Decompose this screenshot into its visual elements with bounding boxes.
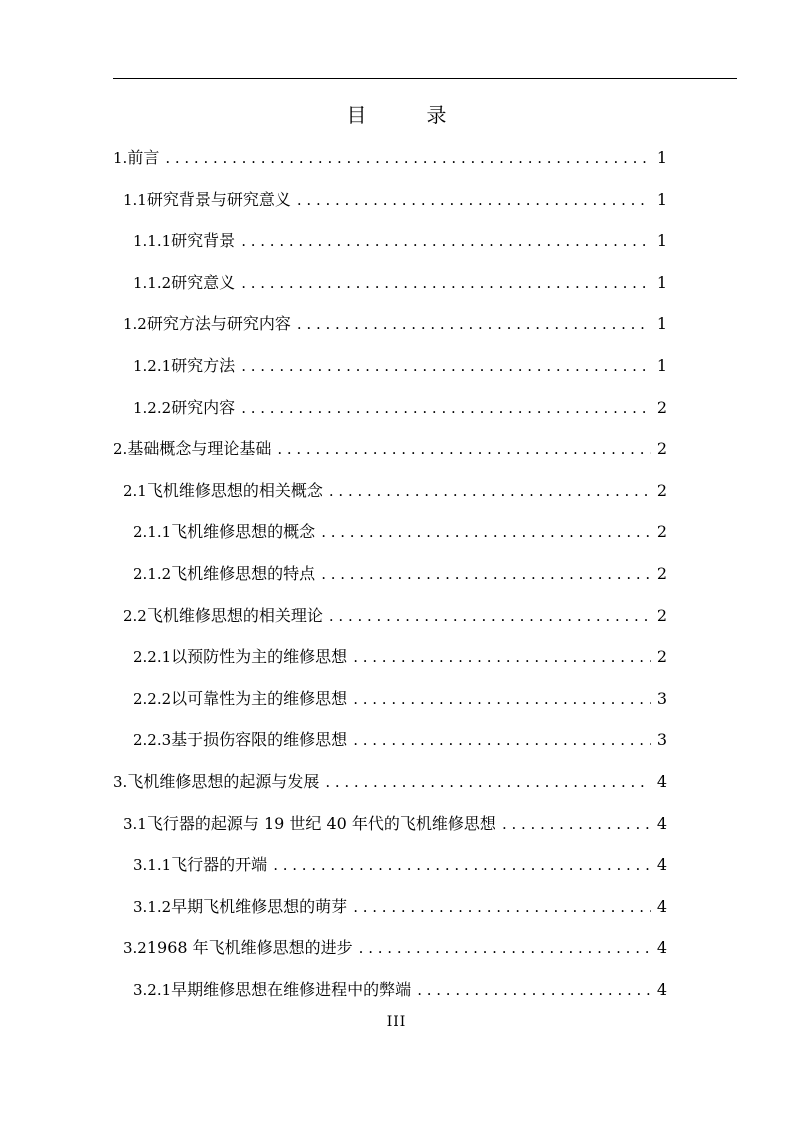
toc-dot-leader xyxy=(273,845,651,887)
toc-dot-leader xyxy=(325,762,650,804)
toc-entry-number: 1.1.2 xyxy=(133,273,172,292)
toc-entry-number: 1.2 xyxy=(123,315,147,334)
toc-dot-leader xyxy=(321,512,651,554)
toc-entry-page: 2 xyxy=(656,522,667,542)
toc-entry-number: 1. xyxy=(113,149,128,167)
toc-entry-number: 1.1.1 xyxy=(133,232,172,251)
toc-entry-page: 1 xyxy=(656,272,667,292)
toc-entry-page: 4 xyxy=(656,938,667,958)
toc-entry-title: 飞机维修思想的特点 xyxy=(171,563,316,583)
toc-dot-leader xyxy=(241,263,651,305)
toc-entry[interactable] xyxy=(113,511,667,553)
toc-dot-leader xyxy=(297,304,651,346)
toc-dot-leader xyxy=(353,720,651,762)
toc-entry-title: 基础概念与理论基础 xyxy=(127,439,272,459)
toc-entry[interactable] xyxy=(113,844,667,886)
toc-entry-title: 基于损伤容限的维修思想 xyxy=(171,730,348,750)
toc-entry[interactable] xyxy=(113,719,667,761)
toc-dot-leader xyxy=(329,471,651,513)
toc-entry[interactable] xyxy=(113,553,667,595)
toc-entry-page: 4 xyxy=(656,855,667,875)
toc-entry[interactable] xyxy=(113,886,667,928)
toc-entry-title: 早期维修思想在维修进程中的弊端 xyxy=(171,979,412,999)
toc-dot-leader xyxy=(241,221,651,263)
toc-entry[interactable] xyxy=(113,179,667,221)
toc-entry-title: 研究背景与研究意义 xyxy=(146,189,291,209)
toc-dot-leader xyxy=(329,596,651,638)
toc-entry-number: 2.1.2 xyxy=(133,564,172,583)
toc-entry-title: 以可靠性为主的维修思想 xyxy=(171,688,348,708)
toc-entry-title: 研究内容 xyxy=(171,397,236,417)
toc-entry-number: 3.1.1 xyxy=(133,856,172,875)
toc-entry-number: 2.2.3 xyxy=(133,731,172,750)
toc-entry-page: 1 xyxy=(656,355,667,375)
toc-entry-title: 研究意义 xyxy=(171,272,236,292)
toc-entry[interactable] xyxy=(113,678,667,720)
toc-entry[interactable] xyxy=(113,636,667,678)
toc-entry-title: 飞机维修思想的相关理论 xyxy=(146,605,323,625)
toc-entry-page: 1 xyxy=(656,231,667,251)
toc-entry[interactable] xyxy=(113,969,667,1011)
toc-entry-title: 早期飞机维修思想的萌芽 xyxy=(171,896,348,916)
toc-entry-page: 2 xyxy=(656,397,667,417)
toc-entry-page: 2 xyxy=(656,647,667,667)
toc-entry[interactable] xyxy=(113,220,667,262)
toc-dot-leader xyxy=(241,388,651,430)
toc-entry-number: 1.1 xyxy=(123,190,147,209)
toc-entry-title: 飞行器的开端 xyxy=(171,855,268,875)
toc-entry[interactable] xyxy=(113,761,667,803)
toc-entry-page: 2 xyxy=(656,480,667,500)
toc-entry-number: 2.2 xyxy=(123,606,147,625)
toc-entry-title: 飞行器的起源与 19 世纪 40 年代的飞机维修思想 xyxy=(146,813,496,833)
toc-entry-number: 2. xyxy=(113,440,128,459)
toc-entry-page: 1 xyxy=(656,148,667,167)
toc-entry-title: 研究方法与研究内容 xyxy=(146,314,291,334)
toc-entry-number: 2.2.2 xyxy=(133,689,172,708)
toc-entry-title: 飞机维修思想的相关概念 xyxy=(146,480,323,500)
toc-entry-number: 1.2.1 xyxy=(133,356,172,375)
toc-entry-page: 4 xyxy=(656,771,667,791)
toc-dot-leader xyxy=(353,637,651,679)
toc-entry-page: 1 xyxy=(656,189,667,209)
toc-entry-title: 1968 年飞机维修思想的进步 xyxy=(146,938,353,958)
toc-entry[interactable] xyxy=(113,262,667,304)
toc-entry-number: 3. xyxy=(113,772,128,791)
toc-entry-page: 2 xyxy=(656,605,667,625)
toc-entry[interactable] xyxy=(113,927,667,969)
toc-entry[interactable] xyxy=(113,595,667,637)
toc-dot-leader xyxy=(417,970,651,1012)
toc-entry[interactable] xyxy=(113,803,667,845)
header-rule xyxy=(113,78,737,79)
toc-entry-title: 飞机维修思想的起源与发展 xyxy=(127,771,320,791)
toc-entry-title: 以预防性为主的维修思想 xyxy=(171,647,348,667)
toc-entry-title: 飞机维修思想的概念 xyxy=(171,522,316,542)
toc-dot-leader xyxy=(241,346,651,388)
footer-page-number: III xyxy=(386,1014,407,1030)
toc-dot-leader xyxy=(359,928,651,970)
toc-dot-leader xyxy=(277,429,650,471)
table-of-contents xyxy=(113,137,667,1010)
toc-entry-page: 3 xyxy=(656,688,667,708)
toc-entry-title: 研究方法 xyxy=(171,355,236,375)
toc-entry-number: 3.1 xyxy=(123,814,147,833)
toc-entry-page: 2 xyxy=(656,439,667,459)
toc-entry-page: 2 xyxy=(656,563,667,583)
toc-entry-number: 3.1.2 xyxy=(133,897,172,916)
toc-entry-number: 1.2.2 xyxy=(133,398,172,417)
toc-entry-title: 研究背景 xyxy=(171,231,236,251)
toc-entry[interactable] xyxy=(113,137,667,179)
toc-entry[interactable] xyxy=(113,470,667,512)
toc-entry[interactable] xyxy=(113,303,667,345)
toc-dot-leader xyxy=(165,138,650,180)
toc-entry-page: 4 xyxy=(656,813,667,833)
toc-dot-leader xyxy=(353,887,651,929)
toc-dot-leader xyxy=(321,554,651,596)
toc-entry-page: 4 xyxy=(656,979,667,999)
toc-title: 目 录 xyxy=(346,103,467,127)
toc-entry[interactable] xyxy=(113,387,667,429)
toc-entry[interactable] xyxy=(113,345,667,387)
toc-entry-page: 3 xyxy=(656,730,667,750)
toc-entry-number: 3.2.1 xyxy=(133,980,172,999)
toc-entry-number: 2.1 xyxy=(123,481,147,500)
toc-entry-page: 1 xyxy=(656,314,667,334)
toc-dot-leader xyxy=(502,804,651,846)
toc-dot-leader xyxy=(353,679,651,721)
toc-entry-number: 2.2.1 xyxy=(133,648,172,667)
toc-entry-title: 前言 xyxy=(127,148,160,167)
toc-dot-leader xyxy=(297,180,651,222)
toc-entry-page: 4 xyxy=(656,896,667,916)
toc-entry[interactable] xyxy=(113,428,667,470)
toc-entry-number: 3.2 xyxy=(123,939,147,958)
toc-entry-number: 2.1.1 xyxy=(133,523,172,542)
